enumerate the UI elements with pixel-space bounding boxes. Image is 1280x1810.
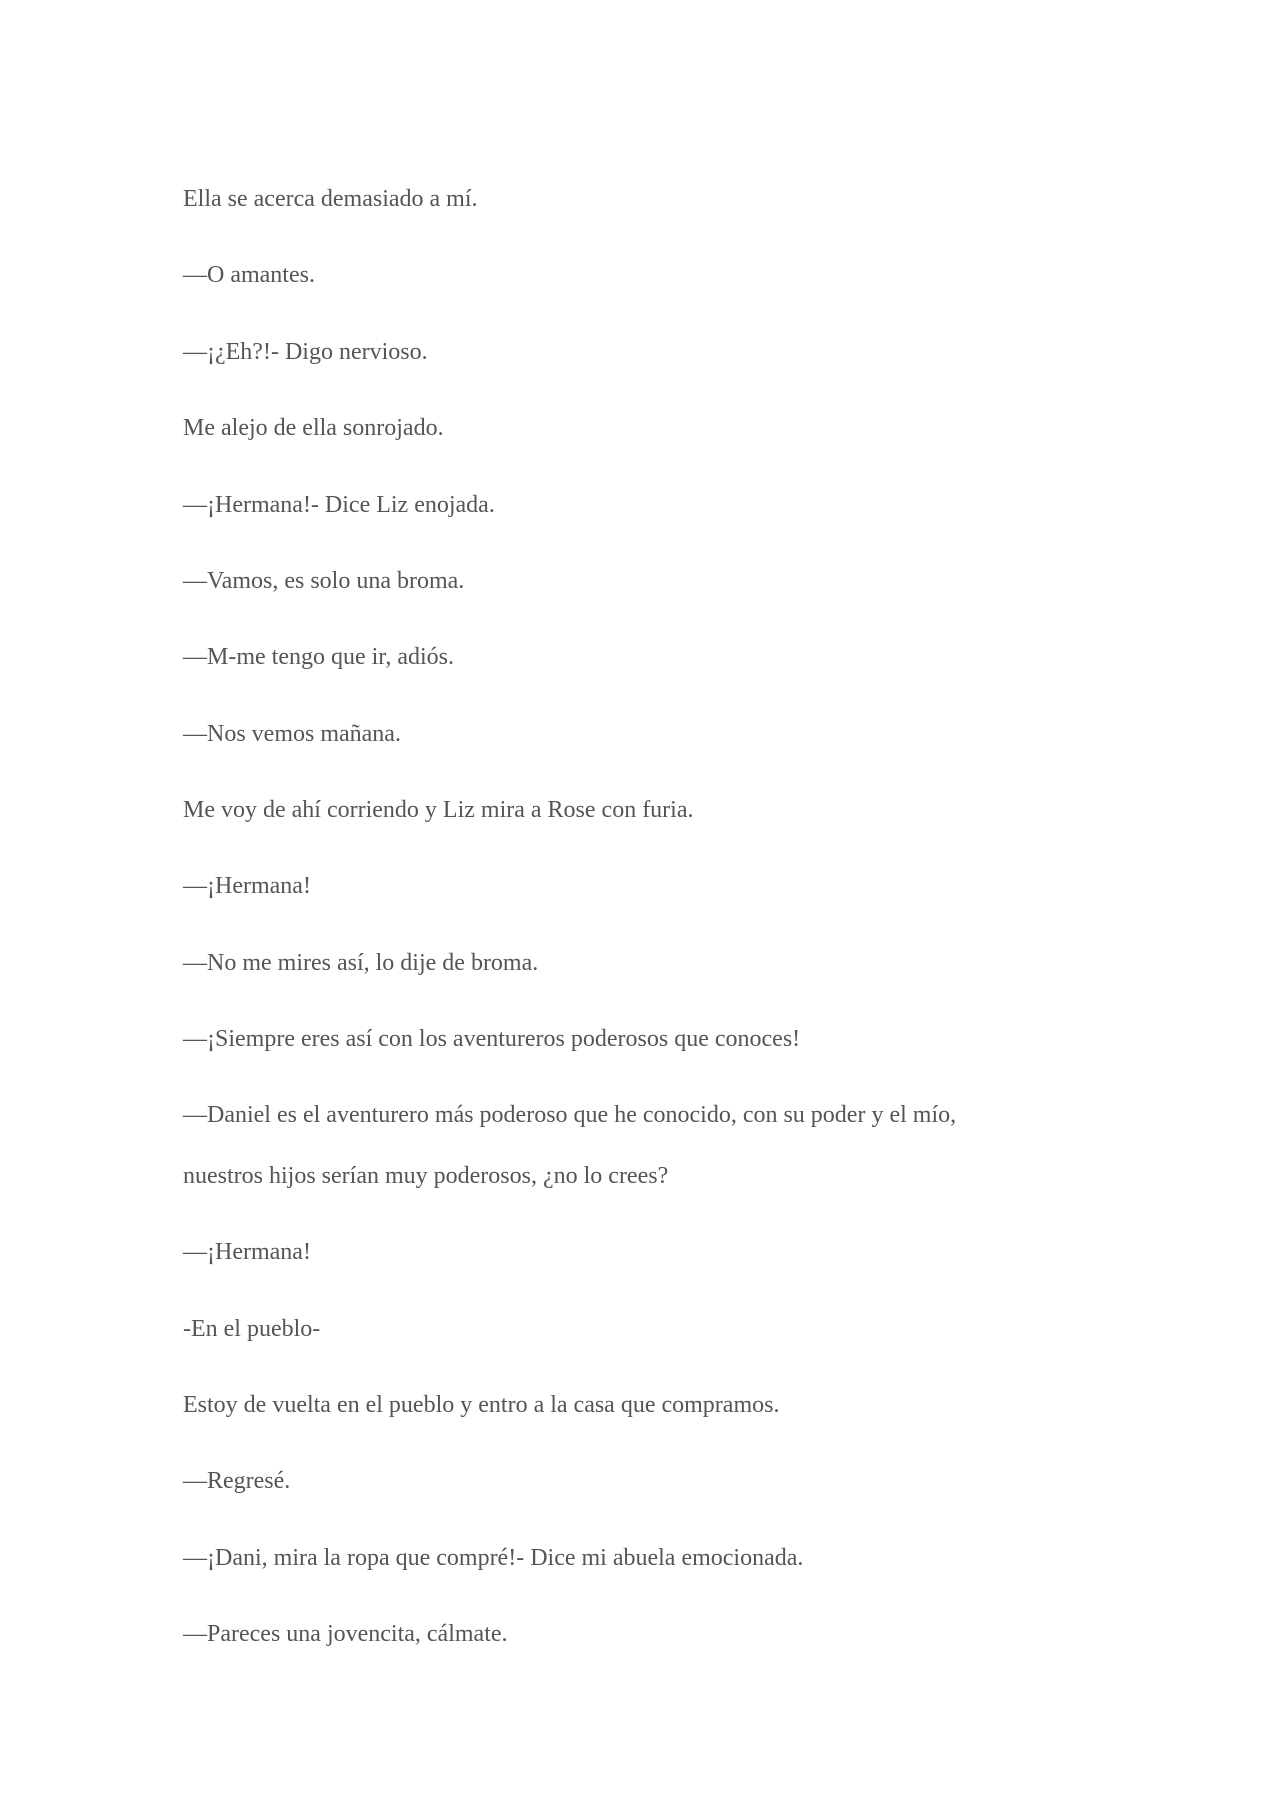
- dialogue-line-continuation: nuestros hijos serían muy poderosos, ¿no lo crees?: [183, 1163, 669, 1189]
- dialogue-line: —¡¿Eh?!- Digo nervioso.: [183, 339, 428, 365]
- dialogue-line: —¡Hermana!: [183, 873, 311, 899]
- dialogue-line: —¡Siempre eres así con los aventureros poderosos que conoces!: [183, 1026, 801, 1052]
- dialogue-line: —M-me tengo que ir, adiós.: [183, 644, 454, 670]
- dialogue-line: —Vamos, es solo una broma.: [183, 568, 465, 594]
- dialogue-line: —Daniel es el aventurero más poderoso que he conocido, con su poder y el mío,: [183, 1102, 957, 1128]
- dialogue-line: —¡Hermana!- Dice Liz enojada.: [183, 492, 495, 518]
- paragraph: Ella se acerca demasiado a mí.: [183, 186, 478, 212]
- dialogue-line: —Regresé.: [183, 1468, 291, 1494]
- dialogue-line: —¡Hermana!: [183, 1239, 311, 1265]
- paragraph: Me voy de ahí corriendo y Liz mira a Rose con furia.: [183, 797, 694, 823]
- paragraph: Estoy de vuelta en el pueblo y entro a la casa que compramos.: [183, 1392, 780, 1418]
- dialogue-line: —No me mires así, lo dije de broma.: [183, 950, 539, 976]
- dialogue-line: —Nos vemos mañana.: [183, 721, 401, 747]
- paragraph: Me alejo de ella sonrojado.: [183, 415, 444, 441]
- dialogue-line: —¡Dani, mira la ropa que compré!- Dice mi abuela emocionada.: [183, 1545, 804, 1571]
- scene-heading: -En el pueblo-: [183, 1316, 321, 1342]
- dialogue-line: —Pareces una jovencita, cálmate.: [183, 1621, 508, 1647]
- dialogue-line: —O amantes.: [183, 262, 315, 288]
